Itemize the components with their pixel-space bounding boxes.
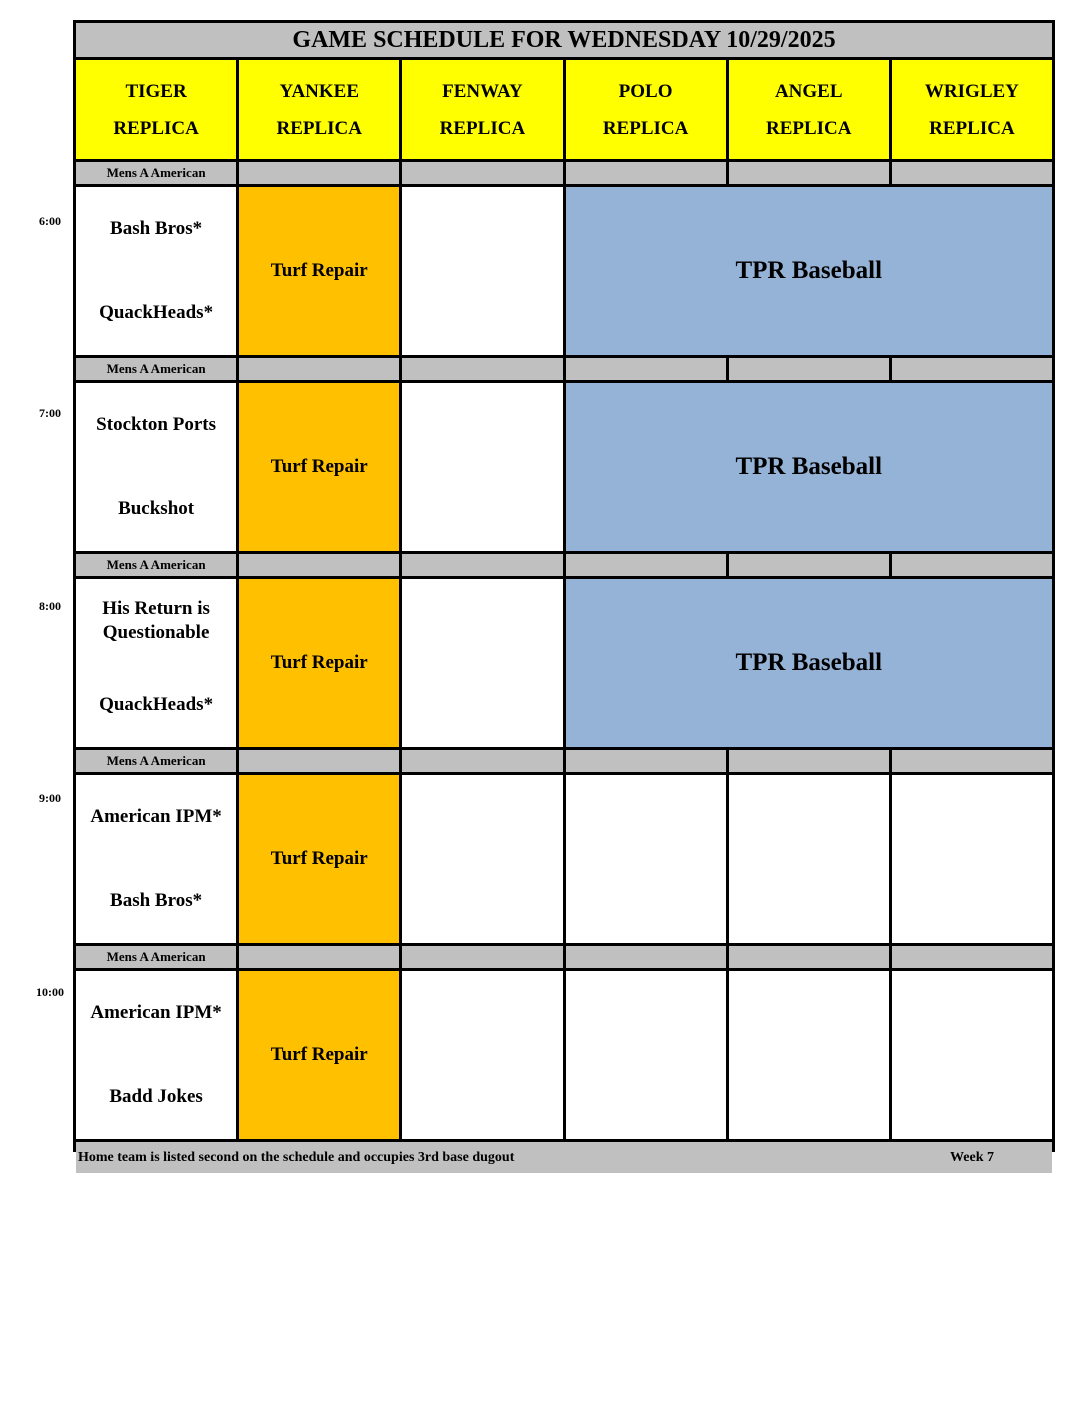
label-spacer bbox=[566, 750, 726, 772]
label-spacer bbox=[402, 162, 562, 184]
turf-repair-block: Turf Repair bbox=[239, 775, 399, 943]
division-label: Mens A American bbox=[76, 750, 236, 772]
turf-repair-block: Turf Repair bbox=[239, 187, 399, 355]
empty-slot bbox=[892, 971, 1052, 1139]
turf-repair-block: Turf Repair bbox=[239, 579, 399, 747]
game-cell bbox=[76, 187, 236, 355]
game-cell bbox=[76, 383, 236, 551]
field-header-tiger bbox=[76, 60, 236, 159]
field-sub: REPLICA bbox=[439, 117, 526, 139]
field-sub: REPLICA bbox=[929, 117, 1015, 139]
label-spacer bbox=[239, 554, 399, 576]
game-cell bbox=[76, 971, 236, 1139]
empty-slot bbox=[402, 383, 562, 551]
empty-slot bbox=[402, 579, 562, 747]
game-cell bbox=[76, 775, 236, 943]
division-label: Mens A American bbox=[76, 162, 236, 184]
field-name: FENWAY bbox=[442, 80, 523, 102]
label-spacer bbox=[729, 162, 889, 184]
schedule-title: GAME SCHEDULE FOR WEDNESDAY 10/29/2025 bbox=[76, 23, 1052, 57]
label-spacer bbox=[892, 750, 1052, 772]
empty-slot bbox=[402, 971, 562, 1139]
away-team: American IPM* bbox=[90, 806, 222, 827]
time-label-1000: 10:00 bbox=[36, 985, 64, 999]
turf-repair-block: Turf Repair bbox=[239, 971, 399, 1139]
label-spacer bbox=[729, 554, 889, 576]
empty-slot bbox=[729, 971, 889, 1139]
week-label: Week 7 bbox=[950, 1149, 994, 1165]
label-spacer bbox=[402, 946, 562, 968]
field-name: YANKEE bbox=[279, 80, 360, 102]
field-sub: REPLICA bbox=[602, 117, 689, 139]
field-header-fenway bbox=[402, 60, 562, 159]
empty-slot bbox=[729, 775, 889, 943]
label-spacer bbox=[729, 358, 889, 380]
home-team: Badd Jokes bbox=[109, 1086, 203, 1107]
home-team-note: Home team is listed second on the schedule and occupies 3rd base dugout bbox=[78, 1149, 515, 1165]
field-header-wrigley bbox=[892, 60, 1052, 159]
label-spacer bbox=[566, 554, 726, 576]
empty-slot bbox=[892, 775, 1052, 943]
schedule-table bbox=[73, 20, 1055, 1165]
turf-repair-block: Turf Repair bbox=[239, 383, 399, 551]
time-label-800: 8:00 bbox=[39, 599, 61, 613]
empty-slot bbox=[566, 775, 726, 943]
label-spacer bbox=[239, 162, 399, 184]
field-name: ANGEL bbox=[774, 80, 843, 102]
away-team: American IPM* bbox=[90, 1002, 222, 1023]
field-sub: REPLICA bbox=[276, 117, 362, 139]
away-team-line: His Return is bbox=[102, 598, 210, 619]
division-label: Mens A American bbox=[76, 358, 236, 380]
field-header-polo bbox=[566, 60, 726, 159]
tpr-baseball-block: TPR Baseball bbox=[566, 187, 1053, 355]
field-name: POLO bbox=[618, 80, 673, 102]
label-spacer bbox=[239, 946, 399, 968]
time-label-600: 6:00 bbox=[39, 214, 61, 228]
label-spacer bbox=[402, 358, 562, 380]
away-team-line: Questionable bbox=[102, 622, 210, 643]
home-team: Buckshot bbox=[118, 498, 195, 519]
label-spacer bbox=[729, 946, 889, 968]
field-name: WRIGLEY bbox=[924, 80, 1019, 102]
away-team bbox=[102, 597, 210, 645]
tpr-baseball-block: TPR Baseball bbox=[566, 383, 1053, 551]
label-spacer bbox=[566, 358, 726, 380]
schedule-footer bbox=[76, 1142, 1052, 1173]
field-header-angel bbox=[729, 60, 889, 159]
division-label: Mens A American bbox=[76, 554, 236, 576]
field-sub: REPLICA bbox=[765, 117, 852, 139]
away-team: Bash Bros* bbox=[110, 218, 203, 239]
home-team: QuackHeads* bbox=[99, 302, 214, 323]
empty-slot bbox=[402, 187, 562, 355]
time-label-900: 9:00 bbox=[39, 791, 61, 805]
field-sub: REPLICA bbox=[113, 117, 199, 139]
field-header-yankee bbox=[239, 60, 399, 159]
label-spacer bbox=[892, 946, 1052, 968]
time-label-700: 7:00 bbox=[39, 406, 61, 420]
away-team: Stockton Ports bbox=[96, 414, 216, 435]
label-spacer bbox=[566, 162, 726, 184]
label-spacer bbox=[892, 554, 1052, 576]
game-cell bbox=[76, 579, 236, 747]
label-spacer bbox=[729, 750, 889, 772]
label-spacer bbox=[402, 750, 562, 772]
home-team: QuackHeads* bbox=[99, 694, 214, 715]
tpr-baseball-block: TPR Baseball bbox=[566, 579, 1053, 747]
label-spacer bbox=[892, 162, 1052, 184]
label-spacer bbox=[239, 750, 399, 772]
division-label: Mens A American bbox=[76, 946, 236, 968]
label-spacer bbox=[239, 358, 399, 380]
empty-slot bbox=[566, 971, 726, 1139]
label-spacer bbox=[402, 554, 562, 576]
empty-slot bbox=[402, 775, 562, 943]
label-spacer bbox=[566, 946, 726, 968]
label-spacer bbox=[892, 358, 1052, 380]
home-team: Bash Bros* bbox=[110, 890, 203, 911]
field-name: TIGER bbox=[125, 80, 187, 102]
